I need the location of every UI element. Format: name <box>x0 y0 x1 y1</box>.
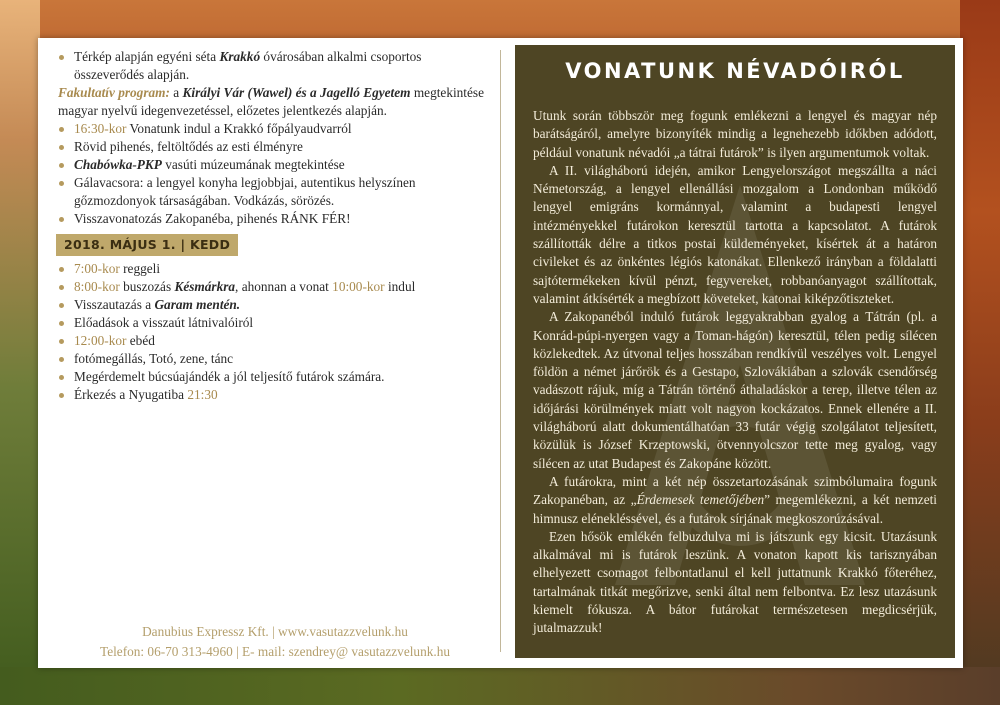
background-forest-right <box>960 0 1000 705</box>
bullet-icon <box>59 321 64 326</box>
bullet-icon <box>59 217 64 222</box>
time-stamp: 21:30 <box>187 387 218 402</box>
text-segment: Rövid pihenés, feltöltődés az esti élményre <box>74 139 303 154</box>
bullet-icon <box>59 393 64 398</box>
text-segment: , ahonnan a vonat <box>235 279 333 294</box>
text-segment: Érkezés a Nyugatiba <box>74 387 188 402</box>
italic-text: Érdemesek temetőjében <box>636 492 765 508</box>
text-segment: A II. világháború idején, amikor Lengyelországot megszállta a náci Németország, a lengyel ellenállási mozgalom a Londonban működő lengyel emigráns kormánnyal, valamint a budapesti lengyel intézményekkel futárokon keresztül tartotta a kapcsolatot. A futárok szállították délre a titkos postai küldeményeket, kísértek át a határon civileket és az önkéntes légiós katonákat. Ellenkező irányban a földalatti sajtótermékeken kívül pénzt, fegyvereket, robbanóanyagot szállítottak, valamint átkísérték a megbízott követeket, katonai kiképzőtiszteket. <box>533 162 937 306</box>
bullet-icon <box>59 127 64 132</box>
text-segment: vasúti múzeumának megtekintése <box>161 157 345 172</box>
optional-program <box>56 84 494 120</box>
program-column <box>56 48 494 658</box>
bullet-icon <box>59 267 64 272</box>
text-segment: Vonatunk indul a Krakkó főpályaudvarról <box>126 121 352 136</box>
list-item <box>56 314 494 332</box>
text-segment: A futárokra, mint a két nép összetartozásának szimbólumaira fogunk Zakopanéban, az „ <box>533 473 937 508</box>
program-list-evening-intro <box>56 48 494 84</box>
text-segment: a <box>169 85 183 100</box>
list-item <box>56 156 494 174</box>
time-stamp: 12:00-kor <box>74 333 127 348</box>
namesake-panel <box>515 45 955 658</box>
footer-contact <box>56 622 494 662</box>
list-item <box>56 120 494 138</box>
bullet-icon <box>59 375 64 380</box>
panel-body <box>533 107 937 638</box>
bullet-icon <box>59 303 64 308</box>
time-stamp: 7:00-kor <box>74 261 120 276</box>
program-list-evening <box>56 120 494 228</box>
bullet-icon <box>59 181 64 186</box>
bullet-icon <box>59 285 64 290</box>
text-segment: óvárosában alkalmi csoportos összeverődés alapján. <box>74 49 422 82</box>
background-forest-left <box>0 0 40 705</box>
highlight-place: Királyi Vár (Wawel) és a Jagelló Egyetem <box>182 85 411 100</box>
text-segment: Gálavacsora: a lengyel konyha legjobbjai, autentikus helyszínen gőzmozdonyok társaságában. Vodkázás, sörözés. <box>74 175 416 208</box>
panel-paragraph <box>533 107 937 162</box>
footer-phone-email: Telefon: 06-70 313-4960 | E- mail: szendrey@ vasutazzvelunk.hu <box>100 644 450 659</box>
background-rails-bottom <box>0 667 1000 705</box>
text-segment: megtekintése magyar nyelvű idegenvezetéssel, előzetes jelentkezés alapján. <box>58 85 484 118</box>
time-stamp: 10:00-kor <box>332 279 385 294</box>
bullet-icon <box>59 163 64 168</box>
bullet-icon <box>59 339 64 344</box>
panel-title: VONATUNK NÉVADÓIRÓL <box>565 59 905 83</box>
time-stamp: 8:00-kor <box>74 279 120 294</box>
date-badge: 2018. MÁJUS 1. | KEDD <box>56 234 238 256</box>
list-item <box>56 260 494 278</box>
panel-paragraph <box>533 528 937 638</box>
text-segment: buszozás <box>119 279 175 294</box>
highlight-place: Késmárkra <box>174 279 236 294</box>
bullet-icon <box>59 145 64 150</box>
list-item <box>56 138 494 156</box>
list-item <box>56 368 494 386</box>
highlight-place: Garam mentén. <box>154 297 241 312</box>
text-segment: Visszautazás a <box>74 297 155 312</box>
panel-paragraph <box>533 162 937 308</box>
list-item <box>56 278 494 296</box>
list-item <box>56 386 494 404</box>
list-item <box>56 350 494 368</box>
text-segment: Ezen hősök emlékén felbuzdulva mi is játszunk egy kicsit. Utazásunk alkalmával mi is futárok leszünk. A vonaton kapott kis tarisznyában elhelyezett csomagot felbontatlanul el kell juttatnunk Krakkó főteréhez, tartalmának titkát megőrizve, senki által nem felbontva. Ez lesz utazásunk kiemelt fókusza. A bátor futárokat természetesen megdicsérjük, jutalmazzuk! <box>533 528 937 636</box>
list-item <box>56 296 494 314</box>
time-stamp: 16:30-kor <box>74 121 127 136</box>
text-segment: Utunk során többször meg fogunk emlékezni a lengyel és magyar nép barátságáról, amelyre bizonyíték mindig a legnehezebb időkben adódott, például vonatunk névadói „a tátrai futárok” is ilyen argumentumok voltak. <box>533 108 937 160</box>
list-item <box>56 174 494 210</box>
text-segment: fotómegállás, Totó, zene, tánc <box>74 351 234 366</box>
text-segment: Visszavonatozás Zakopanéba, pihenés RÁNK FÉR! <box>74 211 351 226</box>
text-segment: ebéd <box>126 333 155 348</box>
column-divider <box>500 50 501 652</box>
text-segment: indul <box>384 279 416 294</box>
text-segment: ” megemlékezni, a két nemzeti himnusz elénekléssével, és a futárok sírjának megkoszorúzásával. <box>533 492 937 526</box>
bullet-icon <box>59 357 64 362</box>
highlight-place: Chabówka-PKP <box>74 157 162 172</box>
program-list-may-1 <box>56 260 494 404</box>
text-segment: Megérdemelt búcsúajándék a jól teljesítő futárok számára. <box>74 369 385 384</box>
optional-program-label: Fakultatív program: <box>58 85 170 100</box>
brochure-page <box>38 38 963 668</box>
text-segment: Térkép alapján egyéni séta <box>74 49 220 64</box>
text-segment: Előadások a visszaút látnivalóiról <box>74 315 254 330</box>
list-item <box>56 332 494 350</box>
footer-company-web: Danubius Expressz Kft. | www.vasutazzvelunk.hu <box>142 624 408 639</box>
list-item <box>56 210 494 228</box>
bullet-icon <box>59 55 64 60</box>
text-segment: reggeli <box>119 261 161 276</box>
panel-paragraph <box>533 308 937 473</box>
highlight-place: Krakkó <box>219 49 261 64</box>
text-segment: A Zakopanéból induló futárok leggyakrabban gyalog a Tátrán (pl. a Konrád-púpi-nyergen vagy a Toman-hágón) keresztül, télen pedig sílécen közlekedtek. Az útvonal teljes hosszában rendkívül veszélyes volt. Lengyel földön a német járőrök és a Gestapo, Szlovákiában a szlovák csendőrség vadászott rájuk, míg a Tátrán történő áthaladáskor a terep, illetve télen az időjárási körülmények miatt volt nagyon kockázatos. Ennek ellenére a II. világháború alatt dokumentálhatóan 33 futár végig szolgálatot teljesített, közülük is József Krzeptowski, ötvennyolcszor tette meg gyalog, vagy sílécen az utat Budapest és Zakopáne között. <box>533 309 937 471</box>
panel-paragraph <box>533 473 937 528</box>
list-item <box>56 48 494 84</box>
